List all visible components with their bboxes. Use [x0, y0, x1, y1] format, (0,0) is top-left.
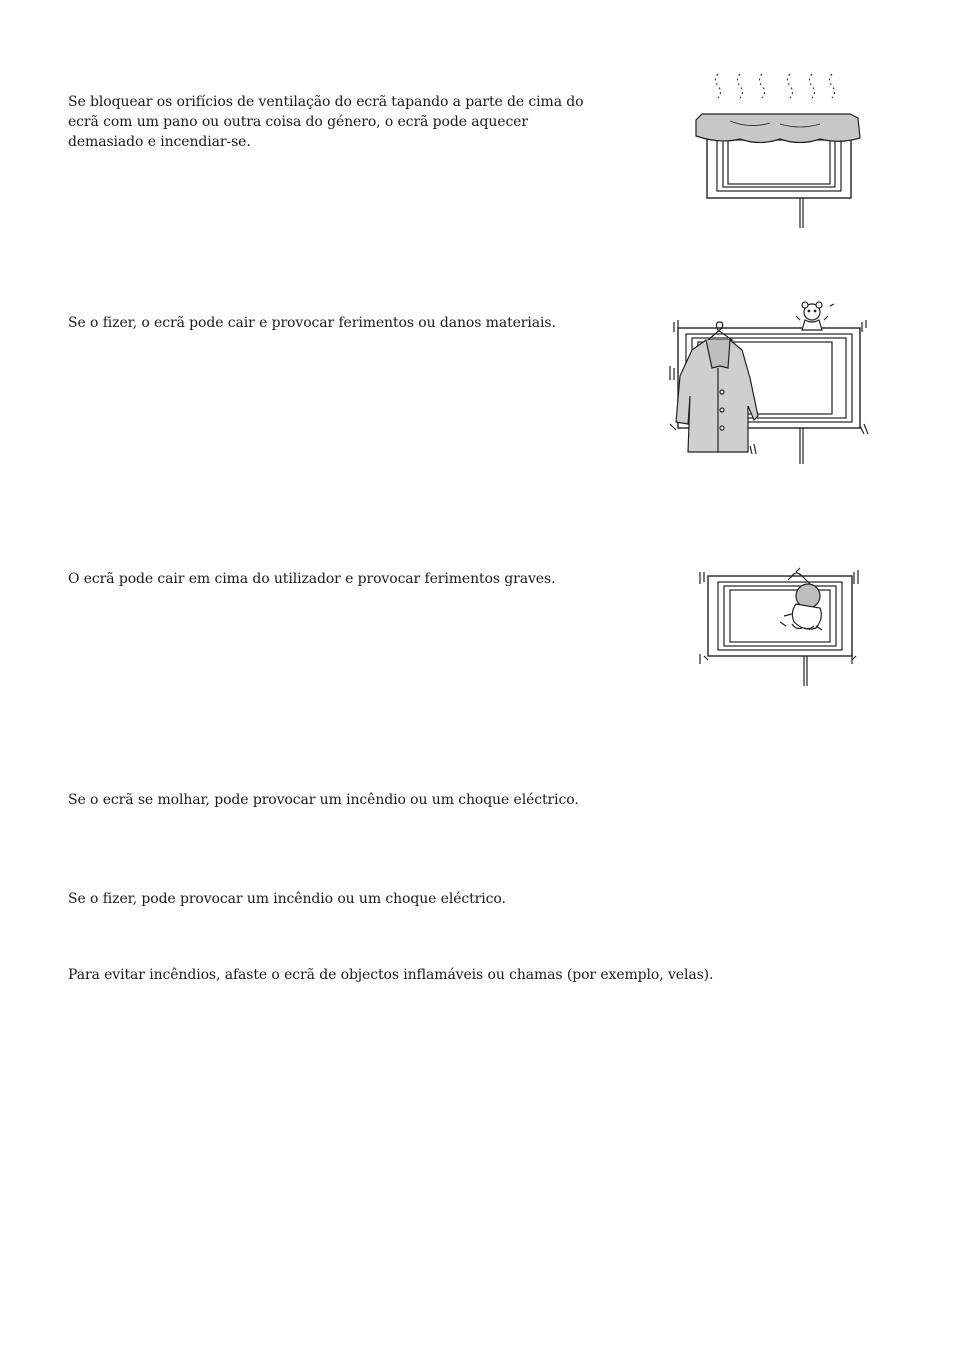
child-climbing-screen-illustration — [692, 562, 864, 690]
hanging-objects-warning-text: Se o fizer, o ecrã pode cair e provocar ferimentos ou danos materiais. — [68, 315, 556, 331]
fire-prevention-text: Para evitar incêndios, afaste o ecrã de objectos inflamáveis ou chamas (por exemplo, velas). — [68, 967, 714, 983]
climbing-warning-text: O ecrã pode cair em cima do utilizador e provocar ferimentos graves. — [68, 571, 556, 587]
wet-screen-warning-text: Se o ecrã se molhar, pode provocar um incêndio ou um choque eléctrico. — [68, 792, 579, 808]
ventilation-warning-text: Se bloquear os orifícios de ventilação do ecrã tapando a parte de cima do ecrã com um pano ou outra coisa do género, o ecrã pode aquecer demasiado e incendiar-se. — [68, 94, 584, 150]
electric-shock-warning-text: Se o fizer, pode provocar um incêndio ou um choque eléctrico. — [68, 891, 506, 907]
coat-and-toy-on-screen-illustration — [662, 296, 874, 468]
covered-screen-heat-illustration — [690, 66, 870, 234]
